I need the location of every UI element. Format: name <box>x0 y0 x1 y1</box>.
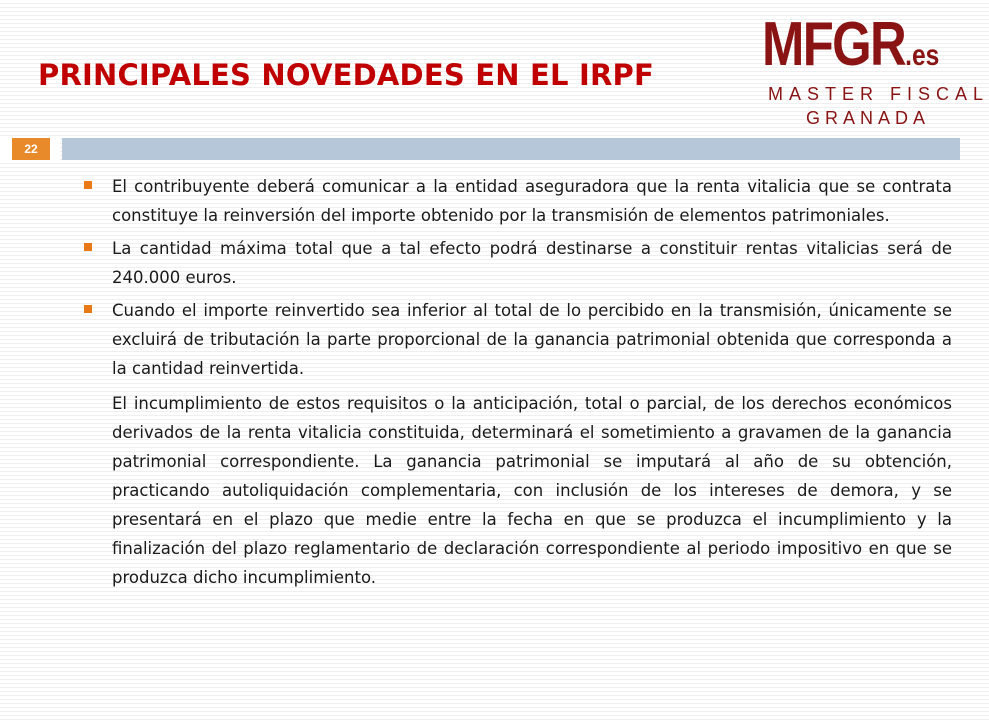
page-number-badge: 22 <box>12 138 50 160</box>
bullet-text: Cuando el importe reinvertido sea inferior al total de lo percibido en la transmisión, únicamente se excluirá de tributación la parte proporcional de la ganancia patrimonial obtenida que corresponda a la cantidad reinvertida. <box>112 301 952 378</box>
logo-brand <box>762 10 940 87</box>
logo-domain: .es <box>905 39 940 72</box>
square-bullet-icon <box>84 243 92 251</box>
slide-content <box>80 172 952 592</box>
logo-line2: GRANADA <box>806 108 931 128</box>
logo-brand-text: MFGR <box>762 10 906 79</box>
slide-title: PRINCIPALES NOVEDADES EN EL IRPF <box>38 58 654 92</box>
bullet-text: El contribuyente deberá comunicar a la entidad aseguradora que la renta vitalicia que se contrata constituye la reinversión del importe obtenido por la transmisión de elementos patrimoniales. <box>112 177 952 225</box>
header-rule-bar <box>62 138 960 160</box>
logo-line1: MASTER FISCAL <box>768 84 989 104</box>
mfgr-logo <box>762 10 989 132</box>
square-bullet-icon <box>84 181 92 189</box>
bullet-item <box>80 296 952 383</box>
bullet-item <box>80 172 952 230</box>
bullet-text: La cantidad máxima total que a tal efecto podrá destinarse a constituir rentas vitalicias será de 240.000 euros. <box>112 239 952 287</box>
square-bullet-icon <box>84 305 92 313</box>
bullet-item <box>80 234 952 292</box>
body-paragraph: El incumplimiento de estos requisitos o la anticipación, total o parcial, de los derechos económicos derivados de la renta vitalicia constituida, determinará el sometimiento a gravamen de la ganancia patrimonial correspondiente. La ganancia patrimonial se imputará al año de su obtención, practicando autoliquidación complementaria, con inclusión de los intereses de demora, y se presentará en el plazo que medie entre la fecha en que se produzca el incumplimiento y la finalización del plazo reglamentario de declaración correspondiente al periodo impositivo en que se produzca dicho incumplimiento. <box>112 394 952 587</box>
